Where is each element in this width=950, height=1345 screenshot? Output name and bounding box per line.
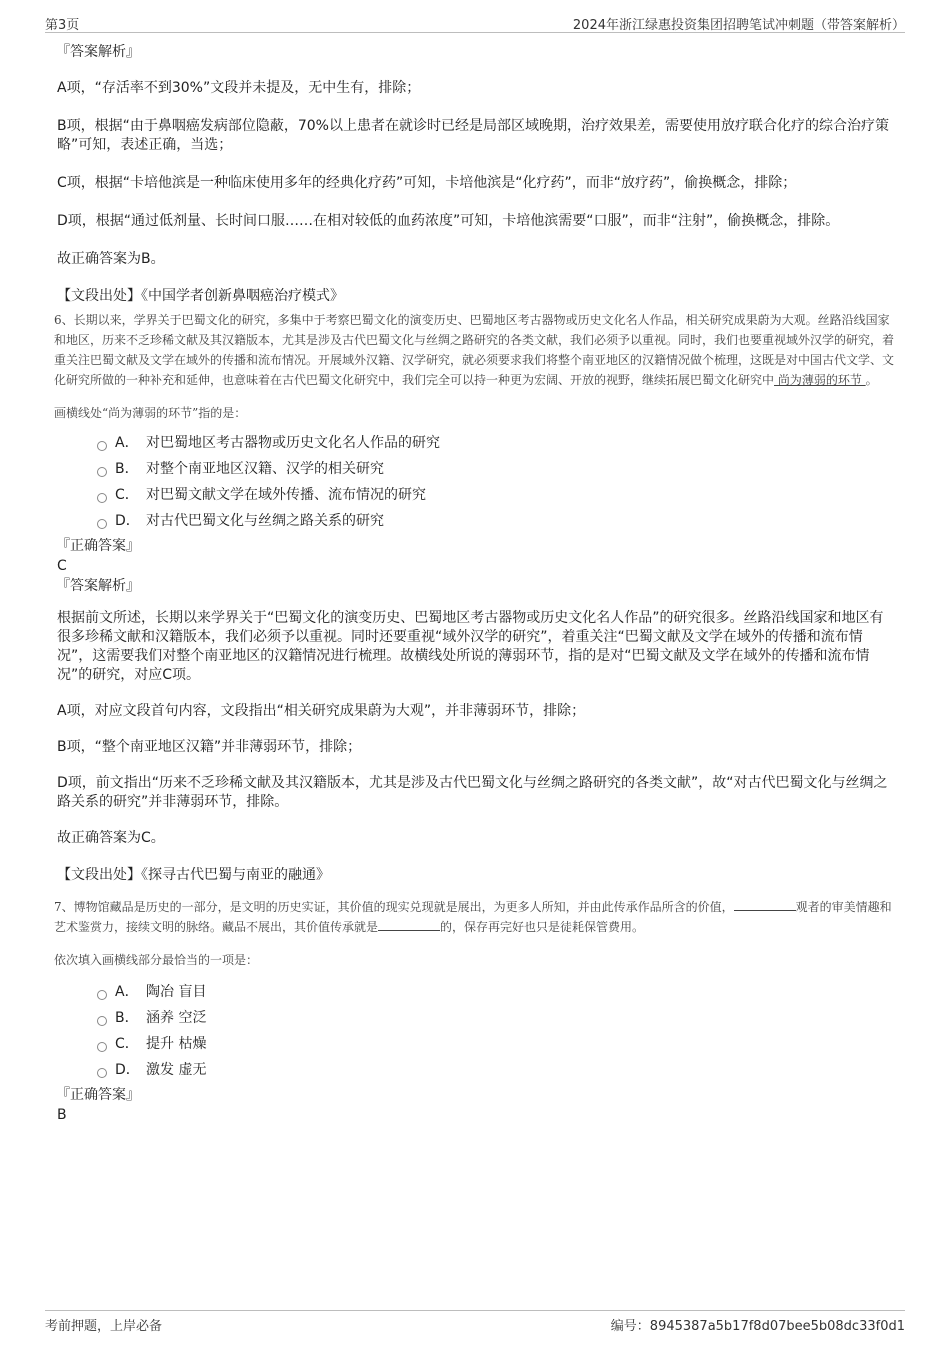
q6-passage — [54, 310, 897, 390]
option-letter: A． — [115, 435, 139, 451]
q5-analysis-para-a: A项，“存活率不到30%”文段并未提及，无中生有，排除； — [57, 80, 421, 96]
q6-option-b[interactable] — [57, 458, 897, 484]
q7-option-a[interactable] — [57, 981, 897, 1007]
q6-analysis-a: A项，对应文段首句内容，文段指出“相关研究成果蔚为大观”，并非薄弱环节，排除； — [57, 703, 586, 719]
q7-blank-1 — [734, 898, 796, 911]
radio-icon[interactable] — [97, 990, 107, 1000]
q7-blank-2 — [378, 918, 440, 931]
q5-conclusion: 故正确答案为B。 — [57, 251, 165, 267]
q7-passage — [54, 897, 897, 937]
q5-analysis-para-c: C项，根据“卡培他滨是一种临床使用多年的经典化疗药”可知，卡培他滨是“化疗药”，而非“放疗药”，偷换概念，排除； — [57, 175, 797, 191]
radio-icon[interactable] — [97, 1068, 107, 1078]
q6-passage-text: 6、长期以来，学界关于巴蜀文化的研究，多集中于考察巴蜀文化的演变历史、巴蜀地区考古器物或历史文化名人作品，相关研究成果蔚为大观。丝路沿线国家和地区，历来不乏珍稀文献及其汉籍版本，尤其是涉及古代巴蜀文化与丝绸之路研究的各类文献，我们必须予以重视。同时，我们也要重视域外汉学的研究，着重关注巴蜀文献及文学在域外的传播和流布情况。开展域外汉籍、汉学研究，就必须要求我们将整个南亚地区的汉籍情况做个梳理，这既是对中国古代文学、文化研究所做的一种补充和延伸，也意味着在古代巴蜀文化研究中，我们完全可以持一种更为宏阔、开放的视野，继续拓展巴蜀文化研究中 — [54, 313, 895, 387]
q7-prompt: 依次填入画横线部分最恰当的一项是： — [54, 953, 259, 967]
q6-passage-end: 。 — [865, 373, 878, 387]
radio-icon[interactable] — [97, 493, 107, 503]
page-number: 第3页 — [45, 18, 80, 33]
q6-option-d[interactable] — [57, 510, 897, 536]
option-text: 对古代巴蜀文化与丝绸之路关系的研究 — [146, 513, 384, 529]
q6-option-c[interactable] — [57, 484, 897, 510]
q6-prompt: 画横线处“尚为薄弱的环节”指的是： — [54, 406, 247, 420]
radio-icon[interactable] — [97, 1016, 107, 1026]
q6-options — [57, 432, 897, 536]
radio-icon[interactable] — [97, 1042, 107, 1052]
q7-passage-part3: 的，保存再完好也只是徒耗保管费用。 — [440, 920, 645, 934]
radio-icon[interactable] — [97, 467, 107, 477]
q7-options — [57, 981, 897, 1085]
option-letter: C． — [115, 1036, 139, 1052]
option-text: 提升 枯燥 — [146, 1036, 207, 1052]
q7-option-c[interactable] — [57, 1033, 897, 1059]
q7-option-d[interactable] — [57, 1059, 897, 1085]
document-title: 2024年浙江绿惠投资集团招聘笔试冲刺题（带答案解析） — [572, 18, 905, 33]
radio-icon[interactable] — [97, 441, 107, 451]
page-content — [54, 42, 897, 1125]
q6-analysis-d: D项，前文指出“历来不乏珍稀文献及其汉籍版本，尤其是涉及古代巴蜀文化与丝绸之路研究的各类文献”，故“对古代巴蜀文化与丝绸之路关系的研究”并非薄弱环节，排除。 — [57, 775, 888, 810]
footer-serial: 编号：8945387a5b17f8d07bee5b08dc33f0d1 — [610, 1319, 905, 1334]
q7-correct-label: 『正确答案』 — [56, 1087, 140, 1103]
q6-conclusion: 故正确答案为C。 — [57, 830, 165, 846]
option-text: 对整个南亚地区汉籍、汉学的相关研究 — [146, 461, 384, 477]
q7-passage-part2: 观者的审美情趣和艺术鉴赏力，接续文明的脉络。藏品不展出，其价值传承就是 — [54, 900, 892, 934]
option-letter: C． — [115, 487, 139, 503]
option-text: 对巴蜀地区考古器物或历史文化名人作品的研究 — [146, 435, 440, 451]
q5-source: 【文段出处】《中国学者创新鼻咽癌治疗模式》 — [57, 288, 344, 304]
option-letter: D． — [115, 1062, 140, 1078]
q6-source: 【文段出处】《探寻古代巴蜀与南亚的融通》 — [57, 867, 330, 883]
option-text: 陶冶 盲目 — [146, 984, 207, 1000]
q5-analysis-para-d: D项，根据“通过低剂量、长时间口服……在相对较低的血药浓度”可知，卡培他滨需要“口服”，而非“注射”，偷换概念，排除。 — [57, 213, 840, 229]
q6-underlined-phrase: 尚为薄弱的环节 — [774, 373, 866, 387]
q6-correct-label: 『正确答案』 — [56, 538, 140, 554]
option-letter: A． — [115, 984, 139, 1000]
option-text: 对巴蜀文献文学在域外传播、流布情况的研究 — [146, 487, 426, 503]
radio-icon[interactable] — [97, 519, 107, 529]
page-footer — [45, 1310, 905, 1335]
option-letter: B． — [115, 461, 139, 477]
option-letter: D． — [115, 513, 140, 529]
q6-option-a[interactable] — [57, 432, 897, 458]
q7-correct-answer: B — [57, 1107, 67, 1123]
page-header — [45, 12, 905, 33]
q5-analysis-para-b: B项，根据“由于鼻咽癌发病部位隐蔽，70%以上患者在就诊时已经是局部区域晚期，治疗效果差，需要使用放疗联合化疗的综合治疗策略”可知，表述正确，当选； — [57, 118, 889, 153]
q6-analysis-label: 『答案解析』 — [56, 578, 140, 594]
q7-passage-part1: 7、博物馆藏品是历史的一部分，是文明的历史实证，其价值的现实兑现就是展出，为更多人所知，并由此传承作品所含的价值， — [54, 900, 734, 914]
q7-option-b[interactable] — [57, 1007, 897, 1033]
q6-correct-answer: C — [57, 558, 67, 574]
q6-analysis-b: B项，“整个南亚地区汉籍”并非薄弱环节，排除； — [57, 739, 362, 755]
q6-analysis-main: 根据前文所述，长期以来学界关于“巴蜀文化的演变历史、巴蜀地区考古器物或历史文化名人作品”的研究很多。丝路沿线国家和地区有很多珍稀文献和汉籍版本，我们必须予以重视。同时还要重视“域外汉学的研究”，着重关注“巴蜀文献及文学在域外的传播和流布情况”，这需要我们对整个南亚地区的汉籍情况进行梳理。故横线处所说的薄弱环节，指的是对“巴蜀文献及文学在域外的传播和流布情况”的研究，对应C项。 — [57, 610, 884, 683]
option-text: 涵养 空泛 — [146, 1010, 207, 1026]
q5-analysis-label: 『答案解析』 — [56, 44, 140, 60]
option-letter: B． — [115, 1010, 139, 1026]
option-text: 激发 虚无 — [146, 1062, 207, 1078]
footer-slogan: 考前押题，上岸必备 — [45, 1319, 163, 1334]
